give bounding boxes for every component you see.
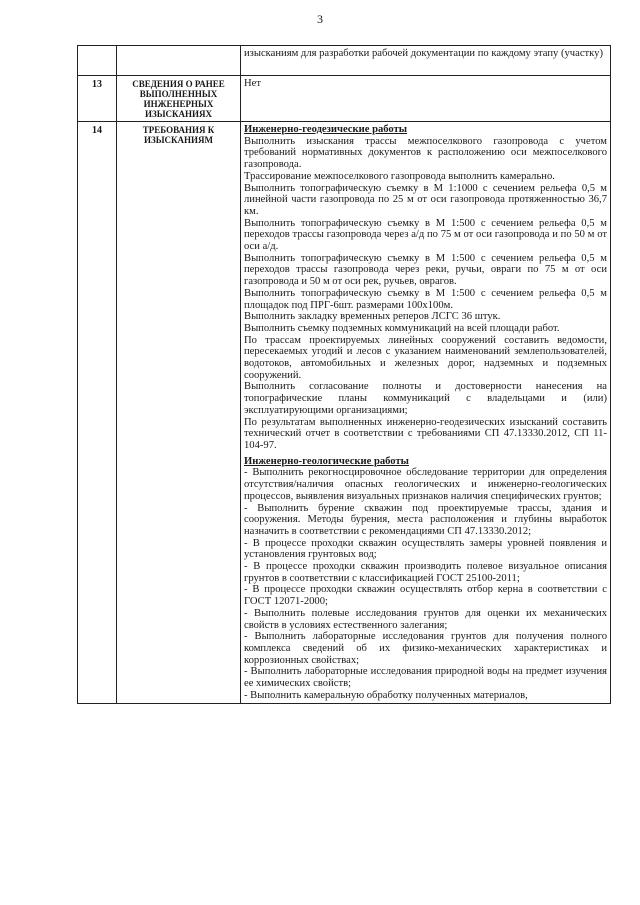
- paragraph: - Выполнить бурение скважин под проектируемые трассы, здания и сооружения. Методы бурения, места расположения и глубины выработок назначить в соответствии с рекомендациями СП 47.13330.2012;: [244, 502, 607, 537]
- requirements-table: [77, 45, 611, 704]
- paragraph: Трассирование межпоселкового газопровода выполнить камерально.: [244, 170, 555, 182]
- paragraph: По трассам проектируемых линейных сооружений составить ведомости, пересекаемых угодий и лесов с указанием наименований землепользователей, водотоков, автомобильных и железных дорог, надземных и подземных сооружений.: [244, 334, 607, 381]
- geological-heading: Инженерно-геологические работы: [244, 455, 409, 467]
- table-row: [78, 46, 611, 76]
- paragraph: - Выполнить рекогносцировочное обследование территории для определения отсутствия/наличия опасных геологических и инженерно-геологических процессов, выявления визуальных признаков наличия специфических грунтов;: [244, 467, 607, 502]
- paragraph: - В процессе проходки скважин осуществлять отбор керна в соответствии с ГОСТ 12071-2000;: [244, 584, 607, 608]
- paragraph: Выполнить топографическую съемку в М 1:1000 с сечением рельефа 0,5 м линейной части газопровода по 25 м от оси газопровода протяженностью 36,7 км.: [244, 182, 607, 217]
- paragraph: - В процессе проходки скважин производить полевое визуальное описания грунтов в соответствии с классификацией ГОСТ 25100-2011;: [244, 561, 607, 584]
- paragraph: Выполнить топографическую съемку в М 1:500 с сечением рельефа 0,5 м переходов трассы газопровода через реки, ручьи, овраги по 75 м от оси газопровода и 50 м от оси рек, ручьев, оврагов.: [244, 252, 607, 288]
- row-content: [241, 76, 611, 122]
- row-content: [241, 46, 611, 76]
- paragraph: Выполнить съемку подземных коммуникаций на всей площади работ.: [244, 322, 560, 334]
- row-label: [117, 46, 241, 76]
- row-number: 14: [78, 122, 117, 704]
- paragraph: Нет: [244, 78, 261, 89]
- paragraph: - Выполнить камеральную обработку полученных материалов,: [244, 689, 528, 701]
- paragraph: - В процессе проходки скважин осуществлять замеры уровней появления и установления грунтовых вод;: [244, 537, 607, 561]
- row-number: [78, 46, 117, 76]
- row-label: ТРЕБОВАНИЯ К ИЗЫСКАНИЯМ: [117, 122, 241, 704]
- row-number: 13: [78, 76, 117, 122]
- geodetic-heading: Инженерно-геодезические работы: [244, 124, 408, 135]
- paragraph: Выполнить топографическую съемку в М 1:500 с сечением рельефа 0,5 м площадок под ПРГ-6шт. размерами 100х100м.: [244, 287, 607, 311]
- paragraph: Выполнить закладку временных реперов ЛСГС 36 штук.: [244, 311, 501, 323]
- paragraph: - Выполнить лабораторные исследования природной воды на предмет изучения ее химических свойств;: [244, 666, 607, 690]
- row-content: [241, 122, 611, 704]
- geological-section: [244, 452, 607, 702]
- paragraph: Выполнить топографическую съемку в М 1:500 с сечением рельефа 0,5 м переходов трассы газопровода через а/д по 75 м от оси газопровода и по 50 м от оси а/д.: [244, 217, 607, 253]
- paragraph: - Выполнить лабораторные исследования грунтов для получения полного комплекса сведений об их физико-механических характеристиках и коррозионных свойствах;: [244, 631, 607, 666]
- paragraph: Выполнить согласование полноты и достоверности нанесения на топографические планы коммуникаций с владельцами и (или) эксплуатирующими организациями;: [244, 381, 607, 416]
- row-label: СВЕДЕНИЯ О РАНЕЕ ВЫПОЛНЕННЫХ ИНЖЕНЕРНЫХ ИЗЫСКАНИЯХ: [117, 76, 241, 122]
- table-row: [78, 76, 611, 122]
- page-number: 3: [317, 12, 323, 26]
- paragraph: изысканиям для разработки рабочей документации по каждому этапу (участку): [244, 48, 603, 59]
- geodetic-section: [244, 124, 607, 452]
- paragraph: - Выполнить полевые исследования грунтов для оценки их механических свойств в условиях естественного залегания;: [244, 607, 607, 631]
- paragraph: По результатам выполненных инженерно-геодезических изысканий составить технический отчет в соответствии с требованиями СП 47.13330.2012, СП 11-104-97.: [244, 416, 607, 451]
- paragraph: Выполнить изыскания трассы межпоселкового газопровода с учетом требований нормативных документов к расположению оси межпоселкового газопровода.: [244, 135, 607, 171]
- table-row: [78, 122, 611, 704]
